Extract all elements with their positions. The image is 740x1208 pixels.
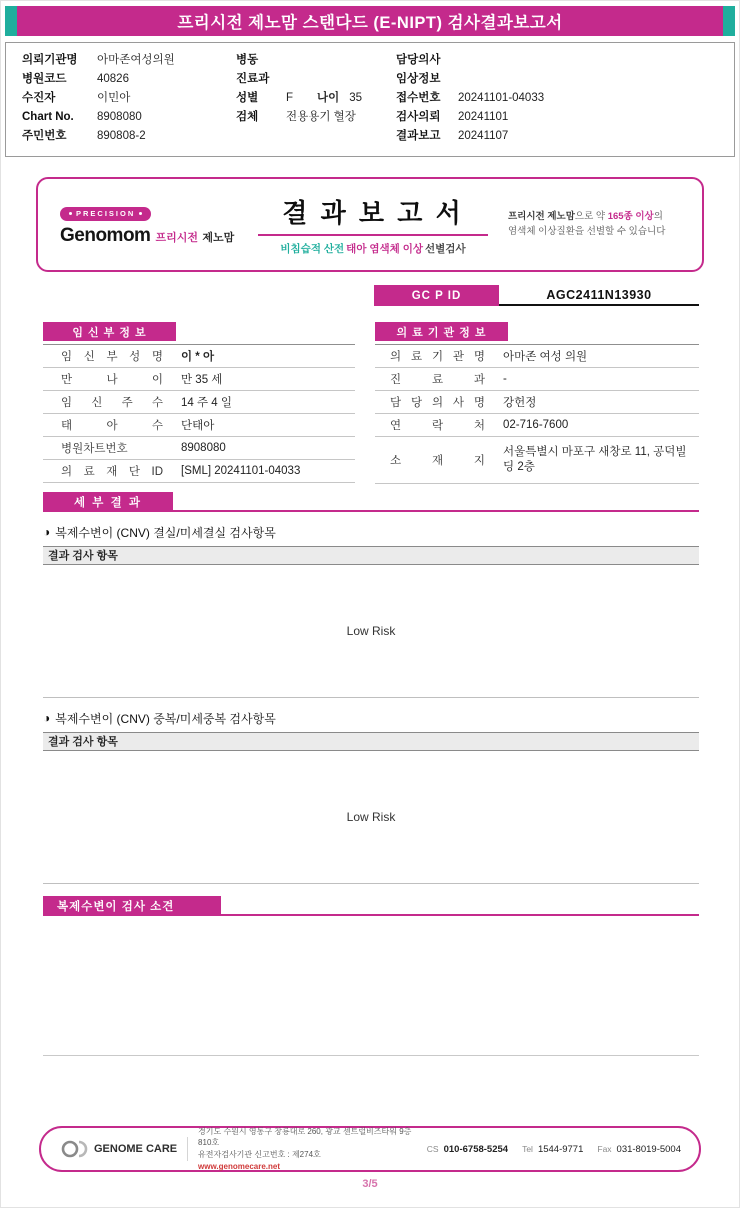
info-label: 접수번호 [396, 92, 441, 104]
brand-name-en: Genomom [60, 224, 151, 246]
badge-dot-icon [69, 212, 72, 215]
footer-website: www.genomecare.net [198, 1161, 280, 1171]
info-label: 검체 [236, 111, 259, 123]
info-row [236, 70, 396, 89]
info-row [22, 108, 236, 127]
info-value: 20241101 [458, 111, 509, 123]
cnv-deletion-result-area [43, 565, 699, 698]
pregnant-woman-info-table [43, 322, 355, 484]
info-value: 아마존여성의원 [97, 54, 175, 66]
info-label: 병원코드 [22, 73, 67, 85]
footer-address-block [198, 1126, 417, 1172]
table-row [43, 437, 355, 460]
header-info-panel [5, 42, 735, 157]
report-header-card [36, 177, 704, 272]
detail-results-section-header [43, 492, 699, 512]
info-row [236, 89, 396, 108]
section-header-rule [173, 510, 699, 512]
fax-number: 031-8019-5004 [616, 1143, 681, 1155]
info-label: 병동 [236, 54, 259, 66]
medical-institution-info-table [375, 322, 699, 484]
row-value: 강헌정 [503, 397, 537, 409]
detail-results-header-box: 세 부 결 과 [43, 492, 173, 512]
info-value: 890808-2 [97, 130, 146, 142]
tel-label: Tel [522, 1143, 533, 1154]
age-value: 35 [349, 92, 363, 104]
brand-name-ko: 프리시전 제노맘 [155, 231, 235, 244]
footer-address-line1: 경기도 수원시 영통구 창룡대로 260, 광교 센트럴비즈타워 9층 810호 [198, 1126, 412, 1148]
half-circle-icon: ◑ [43, 525, 51, 539]
half-circle-icon: ◑ [43, 711, 51, 725]
cnv-duplication-result-area [43, 751, 699, 884]
info-label: 의뢰기관명 [22, 54, 78, 66]
medical-institution-info-header: 의 료 기 관 정 보 [375, 322, 508, 341]
row-label: 임 신 주 수 [61, 397, 163, 409]
cnv-duplication-result: Low Risk [346, 810, 396, 824]
row-value: 02-716-7600 [503, 419, 569, 431]
fax-label: Fax [597, 1143, 612, 1154]
brand-name-line [60, 225, 238, 247]
report-tagline: 프리시전 제노맘으로 약 165종 이상의 염색체 이상질환을 선별할 수 있습니다 [508, 210, 680, 239]
info-label: 수진자 [22, 92, 56, 104]
document-title: 프리시전 제노맘 스탠다드 (E-NIPT) 검사결과보고서 [177, 14, 563, 32]
cnv-deletion-section-title [43, 524, 699, 540]
row-value: 8908080 [181, 442, 226, 454]
age-label: 나이 [317, 92, 340, 104]
table-row [375, 414, 699, 437]
header-info-col-institution [22, 51, 236, 146]
info-tables-row [43, 322, 699, 484]
row-value: 서울특별시 마포구 새창로 11, 공덕빌딩 2층 [503, 446, 687, 473]
medical-institution-info-body [375, 344, 699, 484]
footer-address-line2: 유전자검사기관 신고번호 : 제274호 [198, 1150, 321, 1159]
specimen-value: 전용용기 혈장 [286, 111, 356, 123]
report-title-block [258, 193, 488, 256]
cnv-deletion-result: Low Risk [346, 624, 396, 638]
row-value: 14 주 4 일 [181, 397, 232, 409]
info-row [396, 108, 734, 127]
table-row [43, 391, 355, 414]
row-value: [SML] 20241101-04033 [181, 465, 301, 477]
header-info-col-clinical [236, 51, 396, 146]
row-value: 단태아 [181, 420, 215, 432]
cnv-findings-header-box: 복제수변이 검사 소견 [43, 896, 221, 916]
genome-care-logo [61, 1139, 177, 1159]
genomom-brand-block [60, 202, 238, 247]
info-row [22, 89, 236, 108]
row-label: 의 료 재 단 ID [61, 466, 163, 478]
cnv-deletion-column-header: 결과 검사 항목 [43, 546, 699, 565]
gcp-id-label: GC P ID [374, 285, 499, 306]
table-row [375, 368, 699, 391]
gcp-id-row [1, 285, 699, 306]
info-label: 진료과 [236, 73, 270, 85]
footer-divider [187, 1137, 188, 1161]
info-row [22, 70, 236, 89]
info-label: 주민번호 [22, 130, 67, 142]
table-row [375, 345, 699, 368]
info-label: 결과보고 [396, 130, 441, 142]
row-label: 진 료 과 [390, 374, 486, 386]
info-row [236, 108, 396, 127]
report-subtitle: 비침습적 산전 태아 염색체 이상 선별검사 [280, 243, 466, 255]
row-label: 의 료 기 관 명 [390, 351, 486, 363]
document-title-banner [5, 6, 735, 36]
row-label: 만 나 이 [61, 374, 163, 386]
info-label: 검사의뢰 [396, 111, 441, 123]
report-title: 결 과 보 고 서 [282, 198, 464, 228]
info-row [396, 89, 734, 108]
row-value: 만 35 세 [181, 374, 223, 386]
footer-contacts [427, 1144, 681, 1155]
report-tagline-line2: 염색체 이상질환을 선별할 수 있습니다 [508, 225, 666, 237]
cs-label: CS [426, 1143, 439, 1154]
header-info-col-order [396, 51, 734, 146]
info-label: 성별 [236, 92, 259, 104]
table-row [43, 345, 355, 368]
info-row [22, 127, 236, 146]
title-underline-rule [258, 234, 488, 236]
info-row [396, 70, 734, 89]
info-value: 20241101-04033 [458, 92, 545, 104]
row-label: 병원차트번호 [61, 443, 128, 455]
info-value: 40826 [97, 73, 129, 85]
tel-number: 1544-9771 [537, 1143, 584, 1155]
table-row [43, 368, 355, 391]
cnv-duplication-section-title [43, 710, 699, 726]
genome-care-logo-text: GENOME CARE [94, 1143, 178, 1155]
precision-badge-label: PRECISION [76, 209, 136, 219]
info-value: 이민아 [97, 92, 131, 104]
pregnant-woman-info-body [43, 344, 355, 483]
genome-care-logo-icon [61, 1139, 89, 1159]
footer-card [39, 1126, 701, 1172]
pregnant-woman-info-header: 임 신 부 정 보 [43, 322, 176, 341]
info-label: Chart No. [22, 111, 74, 123]
table-row [43, 414, 355, 437]
row-label: 임 신 부 성 명 [61, 351, 163, 363]
page-number: 3/5 [362, 1178, 378, 1190]
info-label: 담당의사 [396, 54, 441, 66]
row-value: 이 * 아 [181, 351, 215, 363]
table-row [375, 437, 699, 484]
cnv-deletion-title-text: 복제수변이 (CNV) 결실/미세결실 검사항목 [55, 525, 276, 540]
badge-dot-icon [139, 212, 142, 215]
gcp-id-value: AGC2411N13930 [499, 285, 699, 306]
info-value: 20241107 [458, 130, 509, 142]
table-row [43, 460, 355, 483]
cnv-findings-empty-area [43, 916, 699, 1056]
row-label: 태 아 수 [61, 420, 163, 432]
row-value: 아마존 여성 의원 [503, 351, 588, 363]
info-row [236, 51, 396, 70]
precision-badge [60, 207, 151, 221]
row-label: 소 재 지 [390, 455, 486, 467]
row-value: - [503, 373, 507, 385]
cnv-duplication-column-header: 결과 검사 항목 [43, 732, 699, 751]
sex-value: F [286, 92, 294, 104]
info-label: 임상정보 [396, 73, 441, 85]
section-header-rule [221, 914, 699, 916]
info-row [396, 127, 734, 146]
cnv-findings-section-header [43, 896, 699, 916]
table-row [375, 391, 699, 414]
info-row [396, 51, 734, 70]
row-label: 담 당 의 사 명 [390, 397, 486, 409]
row-label: 연 락 처 [390, 420, 486, 432]
info-row [22, 51, 236, 70]
info-value: 8908080 [97, 111, 142, 123]
cnv-duplication-title-text: 복제수변이 (CNV) 중복/미세중복 검사항목 [55, 711, 276, 726]
cs-number: 010-6758-5254 [443, 1143, 509, 1155]
